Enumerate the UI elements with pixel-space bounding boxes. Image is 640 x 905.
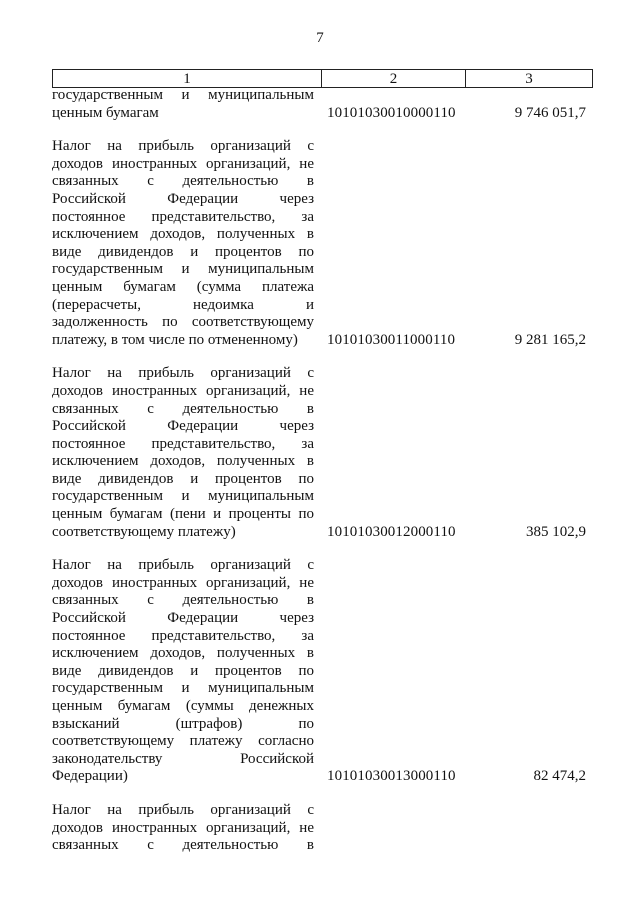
description-line: доходов иностранных организаций, не <box>52 819 314 836</box>
row-description <box>52 802 314 855</box>
description-line: государственным и муниципальным <box>52 680 314 697</box>
row-amount: 385 102,9 <box>526 523 586 540</box>
description-line: доходов иностранных организаций, не <box>52 382 314 399</box>
description-line: ценным бумагам (сумма платежа <box>52 278 314 295</box>
description-line: постоянное представительство, за <box>52 208 314 225</box>
description-line: государственным и муниципальным <box>52 87 314 103</box>
row-description <box>52 87 314 122</box>
description-line: Российской Федерации через <box>52 418 314 435</box>
description-line: взысканий (штрафов) по <box>52 715 314 732</box>
description-line: Федерации) <box>52 768 128 785</box>
row-description <box>52 138 314 349</box>
row-code: 10101030013000110 <box>327 768 456 785</box>
description-line: соответствующему платежу согласно <box>52 733 314 750</box>
description-line: виде дивидендов и процентов по <box>52 470 314 487</box>
row-amount: 9 281 165,2 <box>514 331 586 348</box>
table-body <box>52 87 593 855</box>
row-description <box>52 557 314 786</box>
description-line: ценным бумагам (пени и проценты по <box>52 506 314 523</box>
header-col-3: 3 <box>525 71 533 87</box>
row-amount: 82 474,2 <box>533 768 586 785</box>
row-code: 10101030010000110 <box>327 104 456 121</box>
description-line: Налог на прибыль организаций с <box>52 365 314 382</box>
description-line: задолженность по соответствующему <box>52 314 314 331</box>
description-line: виде дивидендов и процентов по <box>52 243 314 260</box>
header-col-1: 1 <box>53 70 322 87</box>
row-amount: 9 746 051,7 <box>514 104 586 121</box>
table-row <box>52 802 593 855</box>
row-description <box>52 365 314 541</box>
row-code: 10101030012000110 <box>327 523 456 540</box>
description-line: платежу, в том числе по отмененному) <box>52 331 298 348</box>
description-line: Налог на прибыль организаций с <box>52 557 314 574</box>
table-header-row <box>52 69 593 88</box>
table-row <box>52 557 593 786</box>
description-line: связанных с деятельностью в <box>52 837 314 854</box>
page-number: 7 <box>316 30 324 46</box>
description-line: постоянное представительство, за <box>52 435 314 452</box>
description-line: исключением доходов, полученных в <box>52 453 314 470</box>
description-line: исключением доходов, полученных в <box>52 226 314 243</box>
description-line: законодательству Российской <box>52 750 314 767</box>
description-line: связанных с деятельностью в <box>52 592 314 609</box>
description-line: ценным бумагам (суммы денежных <box>52 698 314 714</box>
description-line: виде дивидендов и процентов по <box>52 662 314 679</box>
description-line: доходов иностранных организаций, не <box>52 155 314 172</box>
row-code: 10101030011000110 <box>327 331 456 348</box>
description-line: соответствующему платежу) <box>52 523 236 540</box>
description-line: государственным и муниципальным <box>52 261 314 278</box>
description-line: связанных с деятельностью в <box>52 400 314 417</box>
description-line: постоянное представительство, за <box>52 627 314 644</box>
table-row <box>52 138 593 349</box>
table-row <box>52 87 593 122</box>
description-line: Российской Федерации через <box>52 610 314 627</box>
description-line: связанных с деятельностью в <box>52 173 314 190</box>
header-col-2: 2 <box>322 70 466 87</box>
description-line: Налог на прибыль организаций с <box>52 138 314 155</box>
description-line: ценным бумагам <box>52 104 159 121</box>
table-row <box>52 365 593 541</box>
description-line: доходов иностранных организаций, не <box>52 574 314 591</box>
description-line: государственным и муниципальным <box>52 488 314 505</box>
description-line: (перерасчеты, недоимка и <box>52 296 314 313</box>
description-line: Налог на прибыль организаций с <box>52 801 314 818</box>
description-line: исключением доходов, полученных в <box>52 645 314 662</box>
description-line: Российской Федерации через <box>52 190 314 207</box>
